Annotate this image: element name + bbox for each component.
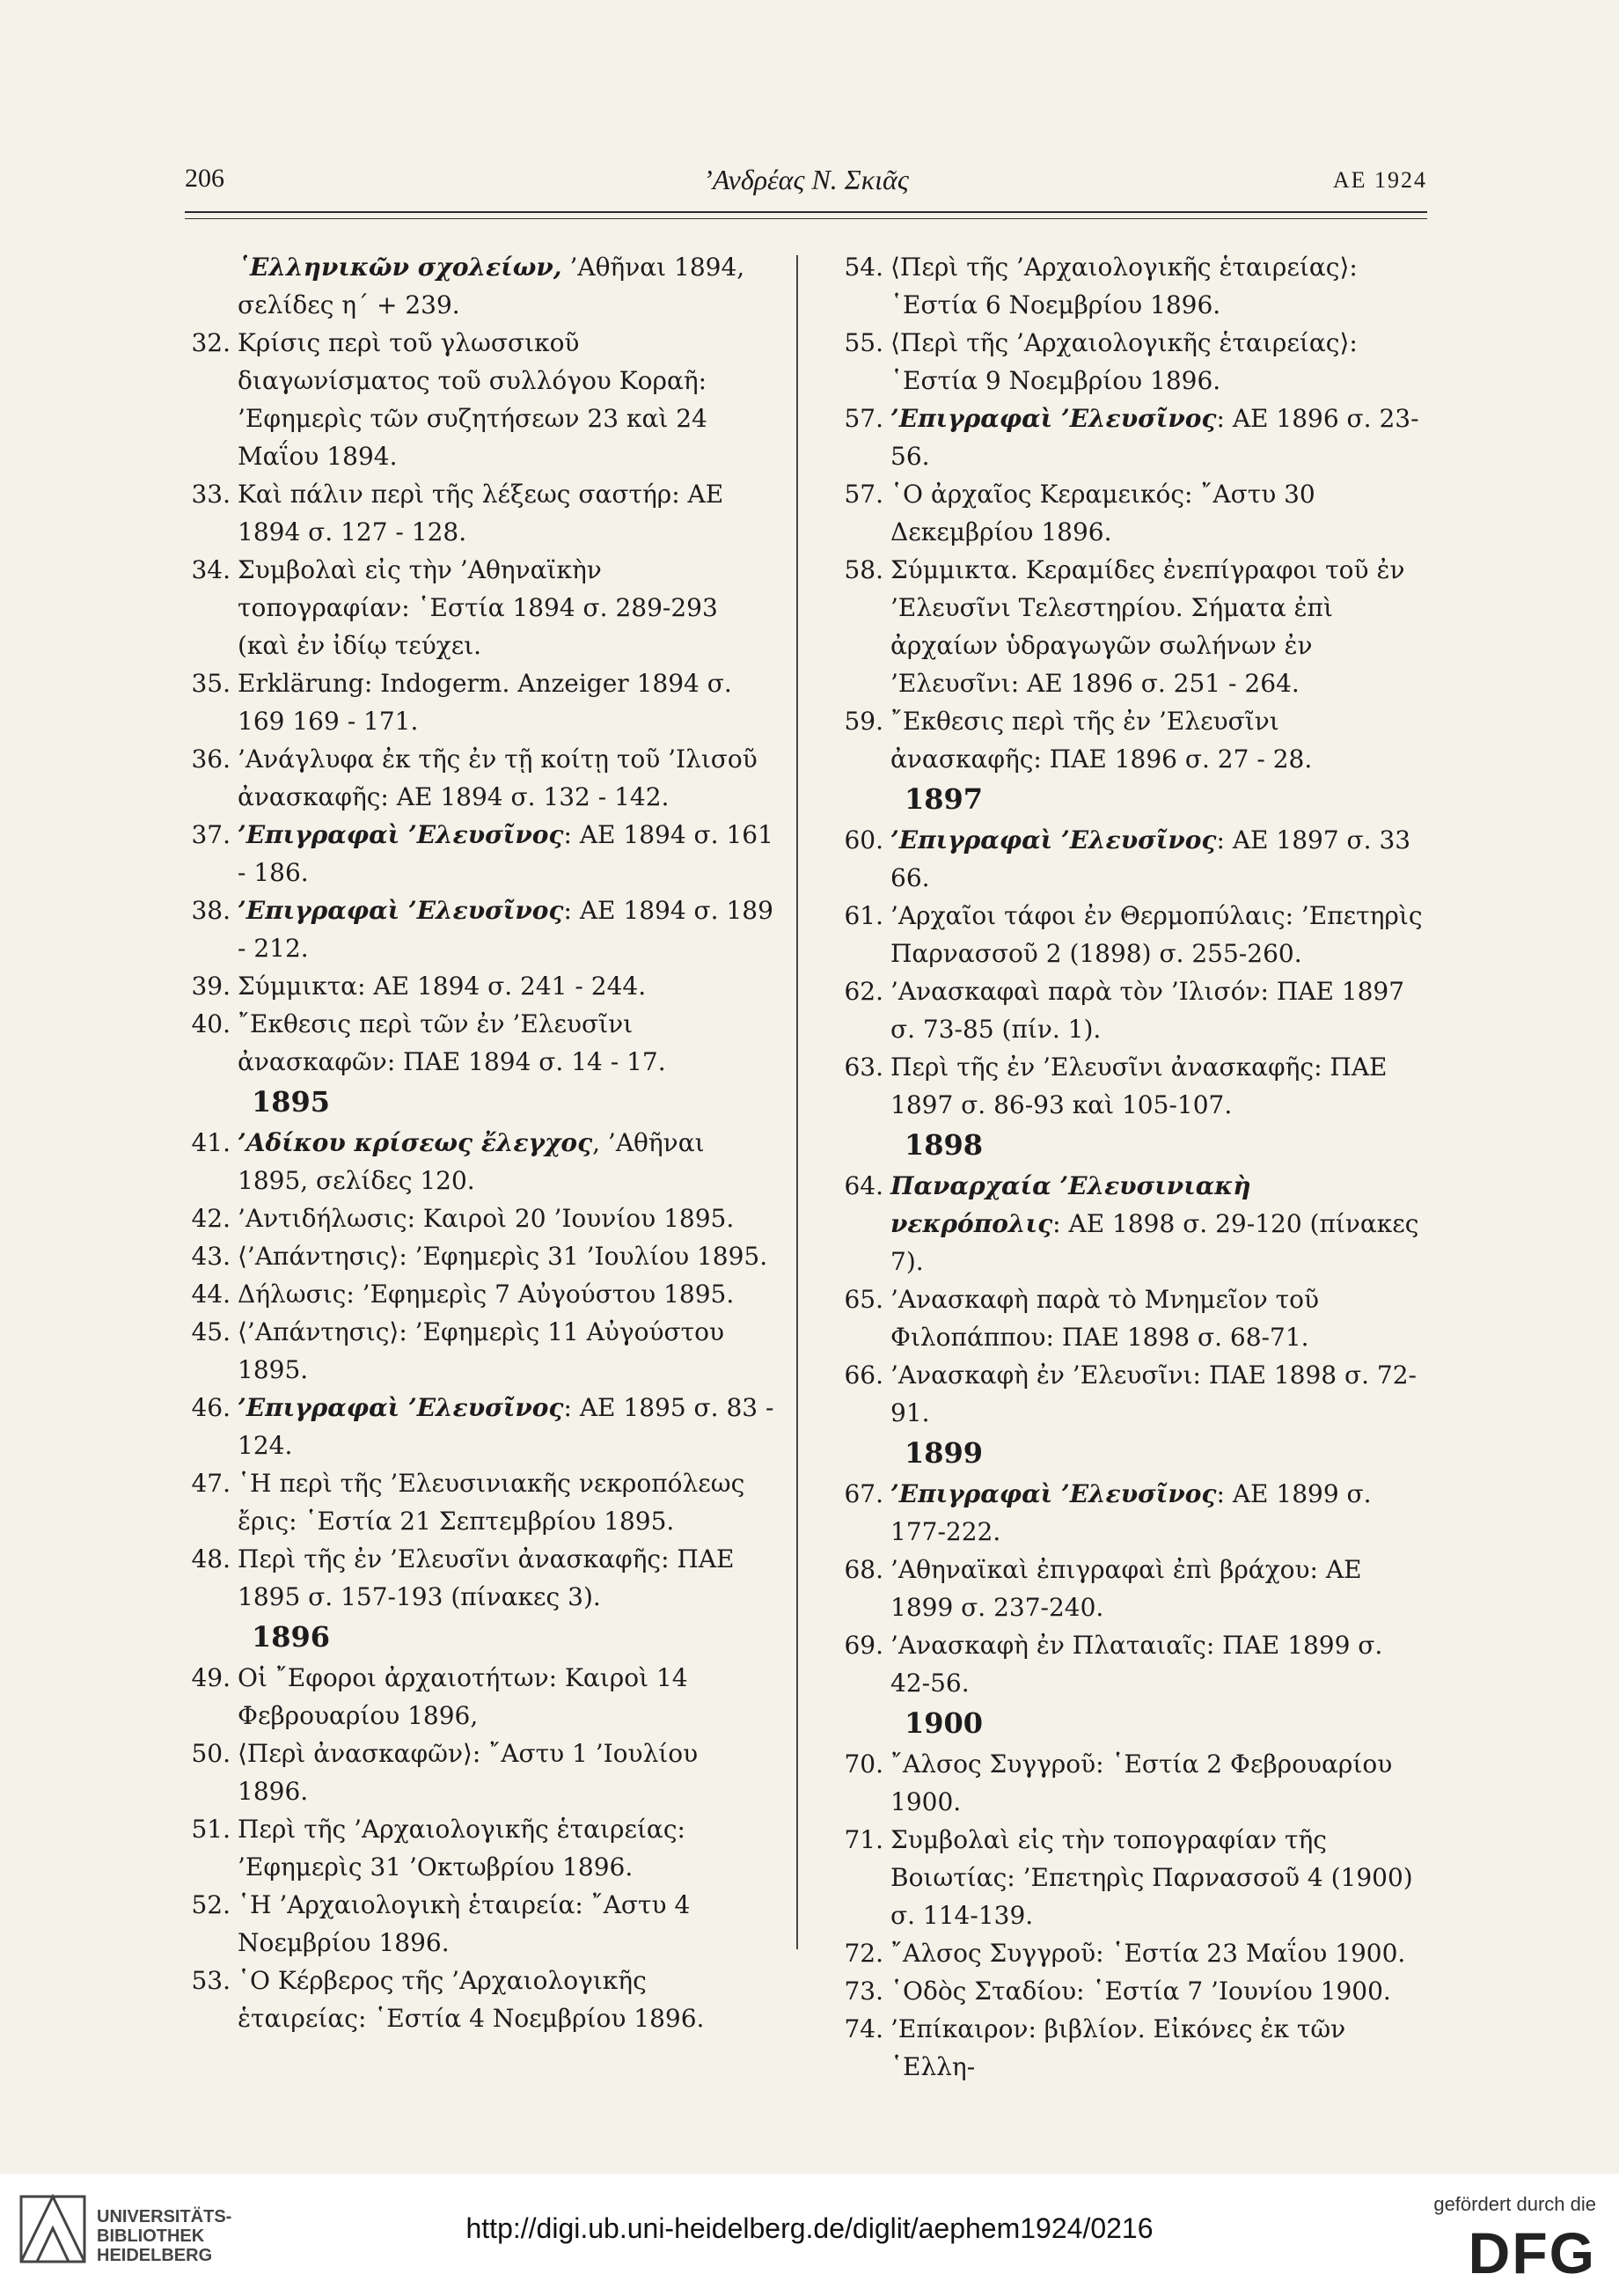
entry-number: 61. [844, 901, 883, 930]
entry-number: 57. [844, 480, 883, 509]
bibliography-entry [185, 1199, 776, 1237]
bibliography-entry [838, 551, 1429, 702]
bibliography-entry [185, 1464, 776, 1540]
entry-text: ⟨’Απάντησις⟩: ’Εφημερὶς 31 ’Ιουλίου 1895. [238, 1242, 768, 1271]
entry-number: 45. [191, 1317, 231, 1346]
entry-text: ⟨Περὶ τῆς ’Αρχαιολογικῆς ἑταιρείας⟩: ῾Εστία 6 Νοεμβρίου 1896. [890, 253, 1358, 319]
entry-number: 36. [191, 745, 231, 774]
bibliography-entry [185, 1005, 776, 1081]
entry-text: ’Επίκαιρον: βιβλίον. Εἰκόνες ἐκ τῶν ῾Ελλη- [890, 2014, 1346, 2081]
journal-code: ΑΕ 1924 [1332, 167, 1427, 193]
entry-title: ῾Ελληνικῶν σχολείων, [238, 253, 562, 282]
entry-number: 46. [191, 1393, 231, 1422]
entry-text: ’Αντιδήλωσις: Καιροὶ 20 ’Ιουνίου 1895. [238, 1204, 735, 1233]
bibliography-entry [185, 1237, 776, 1275]
bibliography-entry [185, 664, 776, 740]
entry-text: ’Ανασκαφὴ ἐν ’Ελευσῖνι: ΠΑΕ 1898 σ. 72-91. [890, 1361, 1417, 1427]
entry-text: Erklärung: Indogerm. Anzeiger 1894 σ. 169 169 - 171. [238, 669, 732, 736]
bibliography-entry [185, 891, 776, 967]
bibliography-entry [185, 1659, 776, 1735]
entry-text: ῎Αλσος Συγγροῦ: ῾Εστία 23 Μαΐου 1900. [890, 1939, 1406, 1968]
funded-by-label: gefördert durch die [1433, 2193, 1596, 2215]
bibliography-entry [838, 248, 1429, 324]
entry-number: 73. [844, 1977, 883, 2006]
entry-text: ’Αθῆναι 1894, σελίδες η´ + 239. [238, 253, 745, 319]
entry-text: ῾Η περὶ τῆς ’Ελευσινιακῆς νεκροπόλεως ἔρις: ῾Εστία 21 Σεπτεμβρίου 1895. [238, 1469, 745, 1536]
entry-number: 34. [191, 555, 231, 584]
entry-number: 55. [844, 328, 883, 357]
dfg-logo: DFG [1468, 2220, 1596, 2285]
bibliography-entry [838, 324, 1429, 400]
bibliography-entry [838, 702, 1429, 778]
entry-text: : ΑΕ 1898 σ. 29-120 (πίνακες 7). [890, 1209, 1419, 1276]
entry-number: 39. [191, 972, 231, 1001]
entry-text: Περὶ τῆς ’Αρχαιολογικῆς ἑταιρείας: ’Εφημερὶς 31 ’Οκτωβρίου 1896. [238, 1815, 685, 1882]
entry-number: 68. [844, 1555, 883, 1584]
entry-number: 33. [191, 480, 231, 509]
permalink[interactable]: http://digi.ub.uni-heidelberg.de/diglit/aephem1924/0216 [465, 2212, 1154, 2244]
entry-number: 69. [844, 1631, 883, 1660]
entry-number: 44. [191, 1280, 231, 1309]
entry-text: ῎Αλσος Συγγροῦ: ῾Εστία 2 Φεβρουαρίου 1900. [890, 1750, 1393, 1816]
bibliography-entry [838, 1475, 1429, 1551]
entry-text: ⟨’Απάντησις⟩: ’Εφημερὶς 11 Αὐγούστου 1895. [238, 1317, 724, 1384]
bibliography-entry [838, 1972, 1429, 2010]
year-heading: 1900 [905, 1706, 984, 1740]
year-heading: 1895 [252, 1085, 331, 1119]
entry-text: : ΑΕ 1895 σ. 83 - 124. [238, 1393, 774, 1460]
entry-text: ῎Εκθεσις περὶ τῶν ἐν ’Ελευσῖνι ἀνασκαφῶν: ΠΑΕ 1894 σ. 14 - 17. [238, 1009, 666, 1076]
entry-text: Σύμμικτα. Κεραμίδες ἐνεπίγραφοι τοῦ ἐν ’Ελευσῖνι Τελεστηρίου. Σήματα ἐπὶ ἀρχαίων ὑδραγωγῶν σωλήνων ἐν ’Ελευσῖνι: ΑΕ 1896 σ. 251 - 264. [890, 555, 1405, 698]
entry-number: 59. [844, 707, 883, 736]
entry-text: : ΑΕ 1899 σ. 177-222. [890, 1479, 1372, 1546]
bibliography-entry [185, 1735, 776, 1810]
bibliography-entry [185, 967, 776, 1005]
entry-title: ’Επιγραφαὶ ’Ελευσῖνος [890, 1479, 1217, 1508]
entry-text: Συμβολαὶ εἰς τὴν τοπογραφίαν τῆς Βοιωτίας: ’Επετηρὶς Παρνασσοῦ 4 (1900) σ. 114-139. [890, 1825, 1413, 1930]
bibliography-entry [838, 1821, 1429, 1934]
entry-number: 67. [844, 1479, 883, 1508]
entry-text: ’Ανασκαφὴ ἐν Πλαταιαῖς: ΠΑΕ 1899 σ. 42-56. [890, 1631, 1383, 1698]
year-heading: 1896 [252, 1620, 331, 1654]
entry-number: 32. [191, 328, 231, 357]
entry-text: Σύμμικτα: ΑΕ 1894 σ. 241 - 244. [238, 972, 647, 1001]
bibliography-entry [838, 400, 1429, 475]
entry-text: ’Ανασκαφὴ παρὰ τὸ Μνημεῖον τοῦ Φιλοπάππου: ΠΑΕ 1898 σ. 68-71. [890, 1285, 1319, 1352]
entry-text: ’Ανάγλυφα ἐκ τῆς ἐν τῇ κοίτῃ τοῦ ’Ιλισοῦ ἀνασκαφῆς: ΑΕ 1894 σ. 132 - 142. [238, 745, 758, 811]
entry-number: 54. [844, 253, 883, 282]
entry-text: Καὶ πάλιν περὶ τῆς λέξεως σαστήρ: ΑΕ 1894 σ. 127 - 128. [238, 480, 724, 546]
bibliography-entry [185, 1810, 776, 1886]
bibliography-entry [185, 248, 776, 324]
entry-text: Περὶ τῆς ἐν ’Ελευσῖνι ἀνασκαφῆς: ΠΑΕ 1897 σ. 86-93 καὶ 105-107. [890, 1053, 1388, 1119]
institution-line: BIBLIOTHEK [97, 2226, 205, 2246]
entry-number: 37. [191, 820, 231, 849]
entry-text: ῾Οδὸς Σταδίου: ῾Εστία 7 ’Ιουνίου 1900. [890, 1977, 1391, 2006]
entry-text: ⟨Περὶ ἀνασκαφῶν⟩: ῎Αστυ 1 ’Ιουλίου 1896. [238, 1739, 699, 1806]
entry-number: 53. [191, 1966, 231, 1995]
entry-text: Οἱ ῎Εφοροι ἀρχαιοτήτων: Καιροὶ 14 Φεβρουαρίου 1896, [238, 1663, 688, 1730]
bibliography-entry [185, 816, 776, 891]
entry-number: 50. [191, 1739, 231, 1768]
bibliography-entry [838, 2010, 1429, 2086]
entry-number: 58. [844, 555, 883, 584]
bibliography-entry [838, 1551, 1429, 1626]
bibliography-entry [185, 1275, 776, 1313]
entry-number: 64. [844, 1171, 883, 1200]
bibliography-entry [185, 475, 776, 551]
entry-title: ’Επιγραφαὶ ’Ελευσῖνος [238, 1393, 564, 1422]
footer-bar [0, 2174, 1619, 2296]
institution-line: UNIVERSITÄTS- [97, 2207, 232, 2226]
entry-number: 71. [844, 1825, 883, 1854]
entry-title: ’Επιγραφαὶ ’Ελευσῖνος [238, 896, 564, 925]
entry-text: ῎Εκθεσις περὶ τῆς ἐν ’Ελευσῖνι ἀνασκαφῆς: ΠΑΕ 1896 σ. 27 - 28. [890, 707, 1313, 774]
entry-title: ’Επιγραφαὶ ’Ελευσῖνος [238, 820, 564, 849]
bibliography-entry [185, 551, 776, 664]
bibliography-entry [838, 475, 1429, 551]
bibliography-entry [185, 740, 776, 816]
entry-text: Κρίσις περὶ τοῦ γλωσσικοῦ διαγωνίσματος τοῦ συλλόγου Κοραῆ: ’Εφημερὶς τῶν συζητήσεων 23 καὶ 24 Μαΐου 1894. [238, 328, 707, 471]
bibliography-entry [838, 1745, 1429, 1821]
entry-number: 51. [191, 1815, 231, 1844]
entry-number: 70. [844, 1750, 883, 1779]
entry-text: : ΑΕ 1896 σ. 23-56. [890, 404, 1419, 471]
entry-number: 40. [191, 1009, 231, 1038]
entry-number: 74. [844, 2014, 883, 2043]
bibliography-entry [838, 972, 1429, 1048]
bibliography-entry [838, 1280, 1429, 1356]
entry-text: ῾Ο Κέρβερος τῆς ’Αρχαιολογικῆς ἑταιρείας: ῾Εστία 4 Νοεμβρίου 1896. [238, 1966, 705, 2033]
bibliography-entry [838, 1167, 1429, 1280]
entry-text: Δήλωσις: ’Εφημερὶς 7 Αὐγούστου 1895. [238, 1280, 735, 1309]
page-number: 206 [185, 164, 224, 193]
right-column [838, 248, 1429, 2086]
entry-number: 38. [191, 896, 231, 925]
year-heading: 1899 [905, 1436, 984, 1470]
entry-number: 63. [844, 1053, 883, 1082]
entry-title: ’Επιγραφαὶ ’Ελευσῖνος [890, 404, 1217, 433]
bibliography-entry [838, 821, 1429, 897]
entry-number: 62. [844, 977, 883, 1006]
entry-text: ’Αρχαῖοι τάφοι ἐν Θερμοπύλαις: ’Επετηρὶς Παρνασσοῦ 2 (1898) σ. 255-260. [890, 901, 1423, 968]
running-header [185, 164, 1427, 208]
entry-text: ⟨Περὶ τῆς ’Αρχαιολογικῆς ἑταιρείας⟩: ῾Εστία 9 Νοεμβρίου 1896. [890, 328, 1358, 395]
entry-number: 43. [191, 1242, 231, 1271]
entry-text: Περὶ τῆς ἐν ’Ελευσῖνι ἀνασκαφῆς: ΠΑΕ 1895 σ. 157-193 (πίνακες 3). [238, 1544, 735, 1611]
bibliography-entry [838, 1626, 1429, 1702]
bibliography-entry [185, 1540, 776, 1616]
header-rule-thin [185, 218, 1427, 219]
bibliography-entry [185, 1313, 776, 1389]
entry-text: : ΑΕ 1894 σ. 189 - 212. [238, 896, 773, 963]
entry-text: Συμβολαὶ εἰς τὴν ’Αθηναϊκὴν τοπογραφίαν: ῾Εστία 1894 σ. 289-293 (καὶ ἐν ἰδίῳ τεύχει. [238, 555, 718, 660]
entry-number: 48. [191, 1544, 231, 1573]
year-heading: 1897 [905, 782, 984, 816]
bibliography-entry [185, 324, 776, 475]
entry-text: : ΑΕ 1897 σ. 33 66. [890, 825, 1411, 892]
entry-title: ’Επιγραφαὶ ’Ελευσῖνος [890, 825, 1217, 855]
left-column [185, 248, 776, 2037]
entry-number: 57. [844, 404, 883, 433]
entry-number: 42. [191, 1204, 231, 1233]
bibliography-entry [838, 1934, 1429, 1972]
year-heading: 1898 [905, 1128, 984, 1162]
bibliography-entry [185, 1962, 776, 2037]
entry-text: ῾Η ’Αρχαιολογικὴ ἑταιρεία: ῎Αστυ 4 Νοεμβρίου 1896. [238, 1890, 691, 1957]
bibliography-entry [838, 1356, 1429, 1432]
entry-number: 41. [191, 1128, 231, 1157]
bibliography-entry [185, 1389, 776, 1464]
entry-text: ῾Ο ἀρχαῖος Κεραμεικός: ῎Αστυ 30 Δεκεμβρίου 1896. [890, 480, 1315, 546]
entry-number: 52. [191, 1890, 231, 1919]
entry-number: 49. [191, 1663, 231, 1692]
entry-number: 35. [191, 669, 231, 698]
entry-text: : ΑΕ 1894 σ. 161 - 186. [238, 820, 773, 887]
entry-text: ’Αθηναϊκαὶ ἐπιγραφαὶ ἐπὶ βράχου: ΑΕ 1899 σ. 237-240. [890, 1555, 1362, 1622]
bibliography-entry [838, 1048, 1429, 1124]
institution-line: HEIDELBERG [97, 2246, 213, 2265]
header-rule [185, 211, 1427, 213]
entry-text: , ’Αθῆναι 1895, σελίδες 120. [238, 1128, 705, 1195]
header-title: ’Ανδρέας Ν. Σκιᾶς [703, 164, 909, 195]
entry-title: Παναρχαία ’Ελευσινιακὴ νεκρόπολις [890, 1171, 1251, 1238]
entry-text: ’Ανασκαφαὶ παρὰ τὸν ’Ιλισόν: ΠΑΕ 1897 σ. 73-85 (πίν. 1). [890, 977, 1405, 1044]
column-divider [796, 255, 798, 1949]
bibliography-entry [185, 1886, 776, 1962]
entry-number: 47. [191, 1469, 231, 1498]
bibliography-entry [185, 1124, 776, 1199]
entry-title: ’Αδίκου κρίσεως ἔλεγχος [238, 1128, 593, 1157]
entry-number: 65. [844, 1285, 883, 1314]
entry-number: 72. [844, 1939, 883, 1968]
entry-number: 66. [844, 1361, 883, 1390]
bibliography-entry [838, 897, 1429, 972]
entry-number: 60. [844, 825, 883, 855]
